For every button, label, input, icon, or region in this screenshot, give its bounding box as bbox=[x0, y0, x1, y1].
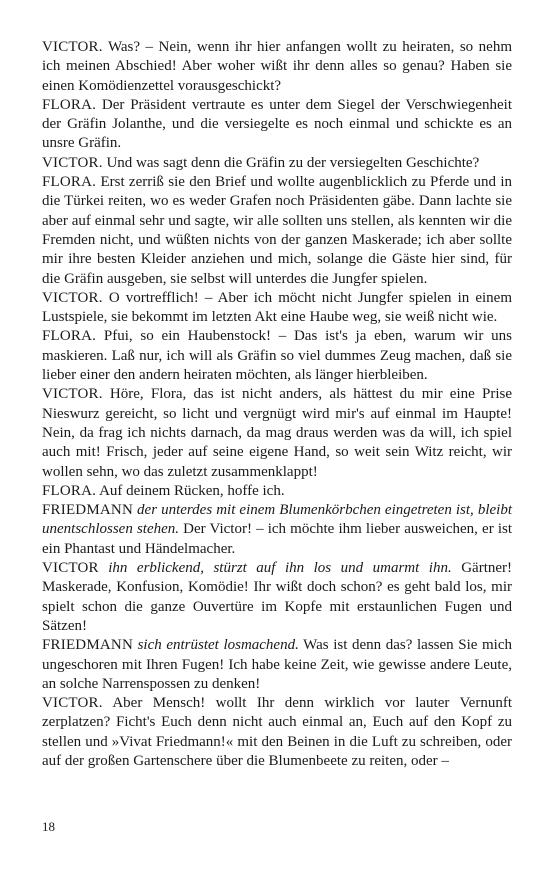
speaker-name: VICTOR. bbox=[42, 386, 103, 403]
dialogue-paragraph bbox=[42, 501, 512, 559]
dialogue-paragraph bbox=[42, 385, 512, 481]
dialogue-paragraph bbox=[42, 482, 512, 501]
speaker-name: FRIEDMANN bbox=[42, 502, 133, 519]
speaker-name: FLORA. bbox=[42, 482, 97, 499]
speech-text: Höre, Flora, das ist nicht anders, als hättest du mir eine Prise Nieswurz gereicht, so licht und vergnügt wird mir's auf einmal im Haupte! Nein, da frag ich nichts darnach, da mag draus werden was da will, ich spiel auch mit! Frisch, jeder auf seine eigene Hand, so weit sein Witz reicht, wir wollen sehn, wo das zuletzt zusammenklappt! bbox=[42, 386, 512, 480]
dialogue-paragraph bbox=[42, 327, 512, 385]
speech-text: Und was sagt denn die Gräfin zu der versiegelten Geschichte? bbox=[106, 154, 480, 171]
speech-text: Der Präsident vertraute es unter dem Siegel der Verschwiegenheit der Gräfin Jolanthe, und die versiegelte es noch einmal und schickte es an unsre Gräfin. bbox=[42, 96, 513, 152]
speaker-name: VICTOR. bbox=[42, 39, 103, 55]
dialogue-paragraph bbox=[42, 154, 512, 173]
dialogue-paragraph bbox=[42, 38, 512, 96]
speech-text: Auf deinem Rücken, hoffe ich. bbox=[99, 482, 285, 499]
speaker-name: VICTOR. bbox=[42, 154, 103, 171]
speech-text: Erst zerriß sie den Brief und wollte augenblicklich zu Pferde und in die Türkei reiten, wo es weder Grafen noch Präsidenten gäbe. Dann lachte sie aber auf einmal sehr und sagte, wir alle sollten uns stellen, als kennten wir die Fremden nicht, und wüßten nichts von der ganzen Maskerade; ich aber sollte mir ihre besten Kleider anziehen und mich, solange die Gäste hier sind, für die Gräfin ausgeben, sie selbst will unterdes die Jungfer spielen. bbox=[42, 174, 513, 287]
dialogue-paragraph bbox=[42, 559, 512, 636]
speech-text: Der Victor! – ich möchte ihm lieber ausweichen, er ist ein Phantast und Händelmacher. bbox=[42, 521, 513, 557]
stage-direction: der unterdes mit einem Blumenkörbchen eingetreten ist, bleibt unentschlossen stehen. bbox=[42, 502, 512, 538]
speech-text: Was ist denn das? lassen Sie mich ungeschoren mit Ihren Fugen! Ich habe keine Zeit, wie gewisse andere Leute, an solche Narrenspossen zu denken! bbox=[42, 637, 512, 692]
stage-direction: ihn erblickend, stürzt auf ihn los und umarmt ihn. bbox=[108, 560, 452, 577]
speaker-name: VICTOR. bbox=[42, 695, 103, 712]
speaker-name: VICTOR. bbox=[42, 289, 103, 306]
speech-text: O vortrefflich! – Aber ich möcht nicht Jungfer spielen in einem Lustspiele, sie bekommt im letzten Akt eine Haube weg, sie weiß nicht wie. bbox=[42, 289, 512, 326]
page-number: 18 bbox=[42, 819, 55, 834]
speaker-name: FRIEDMANN bbox=[42, 637, 133, 654]
speaker-name: VICTOR bbox=[42, 560, 99, 577]
speech-text: Aber Mensch! wollt Ihr denn wirklich vor lauter Vernunft zerplatzen? Ficht's Euch denn nicht auch einmal an, Euch auf den Kopf zu stellen und »Vivat Friedmann!« mit den Beinen in die Luft zu schreiben, oder auf der großen Gartenschere über die Blumenbeete zu reiten, oder – bbox=[42, 695, 512, 769]
speech-text: Pfui, so ein Haubenstock! – Das ist's ja eben, warum wir uns maskieren. Laß nur, ich will als Gräfin so viel dummes Zeug machen, daß sie lieber einer den andern heiraten möchten, als länger hierbleiben. bbox=[42, 328, 513, 384]
speech-text: Was? – Nein, wenn ihr hier anfangen wollt zu heiraten, so nehm ich meinen Abschied! Aber woher wißt ihr denn alles so genau? Haben sie einen Komödienzettel vorausgeschickt? bbox=[42, 39, 512, 94]
speaker-name: FLORA. bbox=[42, 328, 97, 345]
dialogue-paragraph bbox=[42, 96, 512, 154]
dialogue-paragraph bbox=[42, 289, 512, 328]
speech-text: Gärtner! Maskerade, Konfusion, Komödie! Ihr wißt doch schon? es geht bald los, mir spielt schon die ganze Ouvertüre im Kopfe mit erstaunlichen Fugen und Sätzen! bbox=[42, 560, 513, 634]
dialogue-paragraph bbox=[42, 173, 512, 289]
dialogue-paragraph bbox=[42, 694, 512, 771]
speaker-name: FLORA. bbox=[42, 96, 97, 113]
dialogue-text bbox=[42, 38, 512, 771]
dialogue-paragraph bbox=[42, 636, 512, 694]
stage-direction: sich entrüstet losmachend. bbox=[137, 637, 299, 654]
speaker-name: FLORA. bbox=[42, 174, 97, 191]
